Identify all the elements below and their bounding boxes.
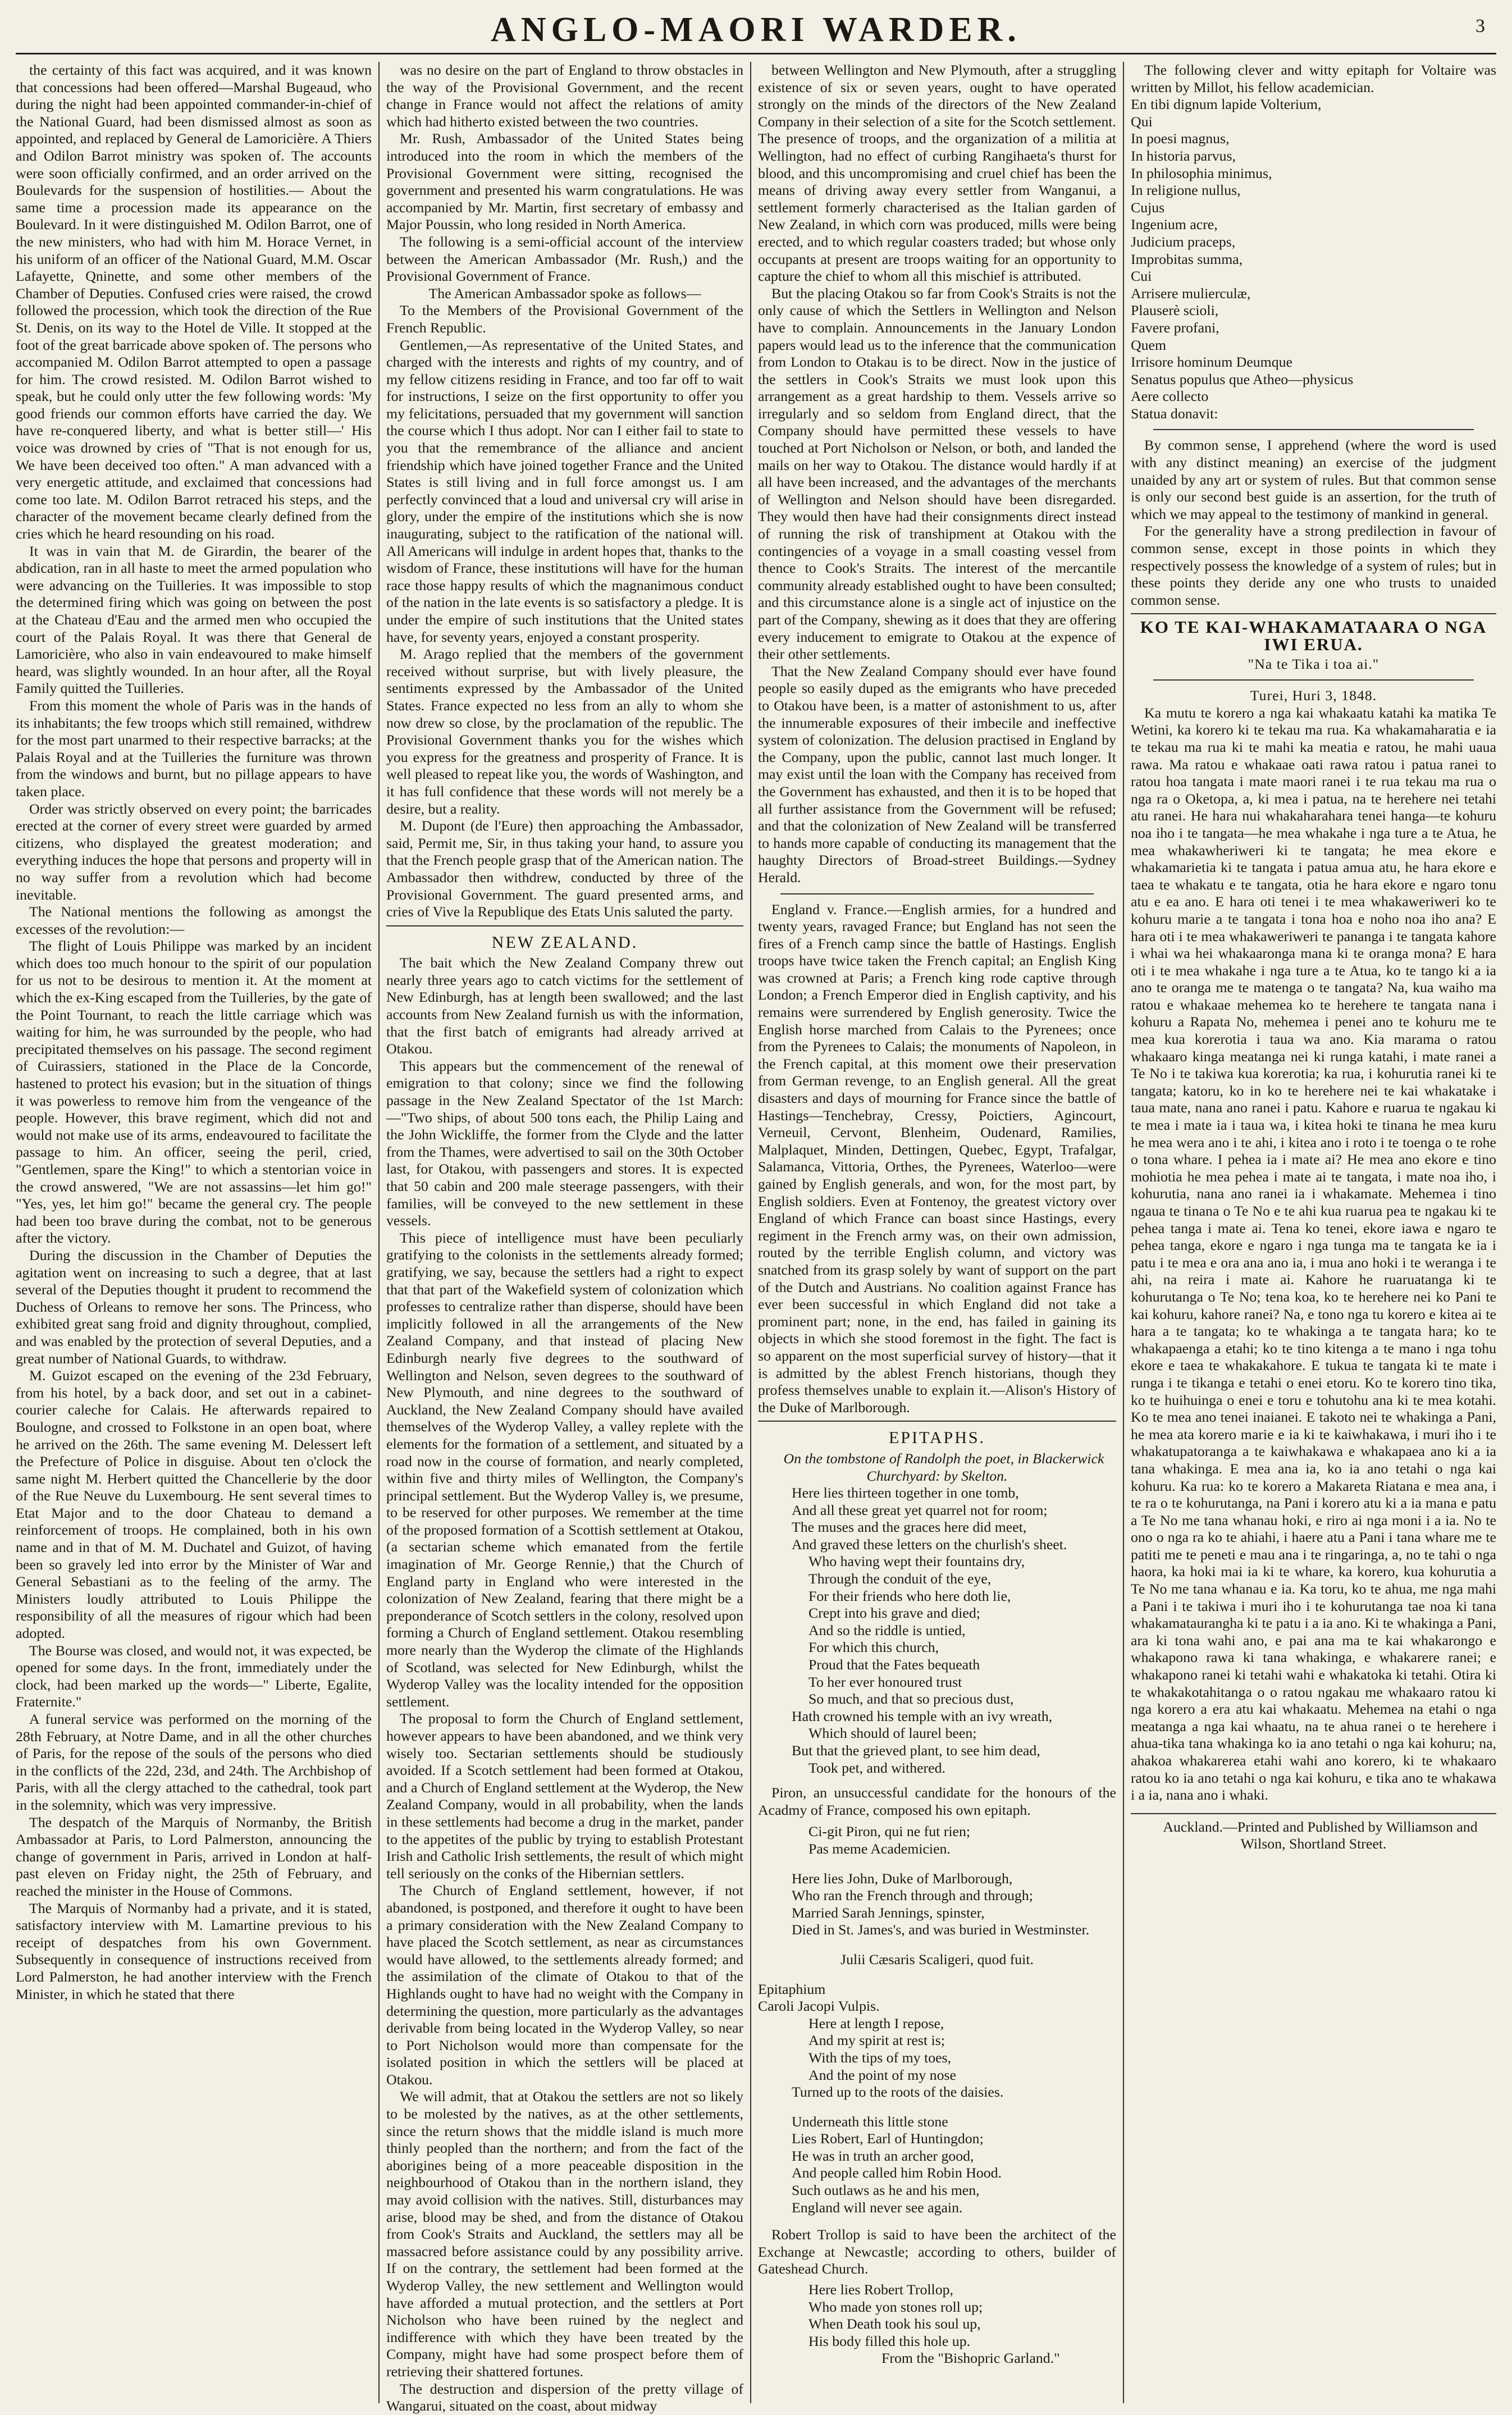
section-rule xyxy=(1131,613,1496,614)
maori-motto: "Na te Tika i toa ai." xyxy=(1248,655,1379,672)
imprint: Auckland.—Printed and Published by Williamson and Wilson, Shortland Street. xyxy=(1163,1818,1478,1852)
paragraph: The flight of Louis Philippe was marked by an incident which does too much honour to the spirit of our population for us not to be desirous to mention it. At the moment at which the ex-King escaped from the Tuilleries, by the gate of the Point Tournant, to reach the little carriage which was waiting for him, he was surrounded by the people, who had precipitated themselves on his passage. The second regiment of Cuirassiers, stationed in the Place de la Concorde, hastened to protect his evasion; but in the situation of things it was powerless to remove him from the vengeance of the people. However, this brave regiment, which did not and would not make use of its arms, endeavoured to facilitate the passage to him. An officer, seeing the peril, cried, "Gentlemen, spare the King!" to which a stentorian voice in the crowd answered, "We are not assassins—let him go!" "Yes, yes, let him go!" became the general cry. The people had been too brave during the combat, not to be generous after the victory. xyxy=(16,938,372,1247)
paragraph: That the New Zealand Company should ever have found people so easily duped as the emigrants who have preceded to Otakou have been, is a matter of astonishment to us, after the innumerable exposures of their imbecile and ineffective system of colonization. The delusion practised in England by the Company, upon the public, cannot last much longer. It may exist until the loan with the Company has received from the Government has exhausted, and then it is to be hoped that all further assistance from the Government will be refused; and that the colonization of New Zealand will be transferred to hands more capable of conducting its management that the haughty Directors of Broad-street Buildings.—Sydney Herald. xyxy=(758,663,1116,885)
poem-line: Here lies Robert Trollop, xyxy=(808,2281,953,2298)
paragraph: the certainty of this fact was acquired, and it was known that concessions had been offered—Marshal Bugeaud, who during the night had been appointed commander-in-chief of the National Guard, had been dismissed almost as soon as appointed, and replaced by General de Lamoricière. A Thiers and Odilon Barrot ministry was spoken of. The accounts were soon officially confirmed, and an order arrived on the Boulevards for the suspension of hostilities.— About the same time a procession made its appearance on the Boulevard. In it were distinguished M. Odilon Barrot, one of the new ministers, who had with him M. Horace Vernet, in his uniform of an officer of the National Guard, M.M. Oscar Lafayette, Qninette, and some other members of the Chamber of Deputies. Confused cries were raised, the crowd followed the procession, which took the direction of the Rue St. Denis, on its way to the Hotel de Ville. It stopped at the foot of the great barricade above spoken of. The persons who accompanied M. Odilon Barrot attempted to open a passage for him. The crowd resisted. M. Odilon Barrot wished to speak, but he could only utter the few following words: 'My good friends our common efforts have carried the day. We have re-conquered liberty, and what is better still—' His voice was drowned by cries of "That is not enough for us, We have been deceived too often." A man advanced with a very energetic attitude, and exclaimed that concessions had come too late. M. Odilon Barrot retraced his steps, and the character of the movement became clearly defined from the cries which he heard resounding on his road. xyxy=(16,62,372,542)
maori-section-heading: KO TE KAI-WHAKAMATAARA O NGA IWI ERUA. xyxy=(1140,617,1487,654)
poem-line: Crept into his grave and died; xyxy=(808,1605,980,1622)
newspaper-page xyxy=(16,8,1496,2414)
paragraph: The bait which the New Zealand Company threw out nearly three years ago to catch victims for the settlement of New Edinburgh, has at length been swallowed; and the last accounts from New Zealand furnish us with the information, that the first batch of emigrants had already arrived at Otakou. xyxy=(386,955,743,1057)
paragraph: This piece of intelligence must have been peculiarly gratifying to the colonists in the settlements already formed; gratifying, we say, because the settlers had a right to expect that that part of the Wakefield system of colonization which professes to centralize rather than disperse, should have been implicitly followed in all the arrangements of the New Zealand Company, and that instead of placing New Edinburgh nearly five degrees to the southward of Wellington and Nelson, seven degrees to the southward of New Plymouth, and nine degrees to the southward of Auckland, the New Zealand Company should have availed themselves of the Wyderop Valley, a valley replete with the elements for the formation of a settlement, and situated by a road now in the course of formation, and nearly completed, within five and thirty miles of Wellington, the Company's principal settlement. But the Wyderop Valley is, we presume, to be reserved for other purposes. We remember at the time of the proposed formation of a Scottish settlement at Otakou, (a sectarian scheme which emanated from the fertile imagination of Mr. George Rennie,) that the Church of England party in England who were interested in the colonization of New Zealand, fearing that there might be a preponderance of Scotch settlers in the colony, resolved upon forming a Church of England settlement. Otakou resembling more nearly than the Wyderop the climate of the Highlands of Scotland, was selected for New Edinburgh, whilst the Wyderop Valley was the locality intended for the opposition settlement. xyxy=(386,1229,743,1710)
paragraph: The following clever and witty epitaph for Voltaire was written by Millot, his fellow academician. xyxy=(1131,62,1496,95)
poem-line: Proud that the Fates bequeath xyxy=(808,1656,980,1673)
paragraph: The Marquis of Normanby had a private, and it is stated, satisfactory interview with M. Lamartine previous to his receipt of despatches from his own Government. Subsequently in consequence of instructions received from Lord Palmerston, he had another interview with the French Minister, in which he stated that there xyxy=(16,1900,372,2002)
paragraph: Gentlemen,—As representative of the United States, and charged with the interests and rights of my country, and of my fellow citizens residing in France, and too far off to wait for instructions, I seize on the first opportunity to offer you my felicitations, persuaded that my government will sanction the course which I thus adopt. Nor can I either fail to state to you that the remembrance of the alliance and ancient friendship which have joined together France and the United States is still living and in full force amongst us. I am perfectly convinced that a loud and universal cry will arise in glory, under the empire of the institutions which she is now inaugurating, subject to the ratification of the national will. All Americans will indulge in ardent hopes that, thanks to the wisdom of France, these institutions will have for the human race those happy results of which the magnanimous conduct of the nation in the late events is so satisfactory a pledge. It is under the empire of such institutions that the United states have, for seventy years, enjoyed a constant prosperity. xyxy=(386,336,743,645)
poem-line: But that the grieved plant, to see him dead, xyxy=(792,1742,1040,1759)
poem-line: Ingenium acre, xyxy=(1131,216,1218,233)
poem-line: Favere profani, xyxy=(1131,319,1219,336)
paragraph: Order was strictly observed on every point; the barricades erected at the corner of every street were guarded by armed citizens, who displayed the greatest moderation; and everything induces the hope that persons and property will in no way suffer from a revolution which had become inevitable. xyxy=(16,800,372,903)
paragraph: By common sense, I apprehend (where the word is used with any distinct meaning) an exercise of the judgment unaided by any art or system of rules. But that common sense is only our second best guide is an assertion, for the truth of which we may appeal to the testimony of mankind in general. xyxy=(1131,437,1496,522)
epitaph-source: From the "Bishopric Garland." xyxy=(881,2350,1060,2367)
masthead-rule xyxy=(16,53,1496,54)
poem-line: Here lies thirteen together in one tomb, xyxy=(792,1485,1019,1501)
poem-line: For which this church, xyxy=(808,1639,939,1656)
paragraph: The following is a semi-official account of the interview between the American Ambassador (Mr. Rush,) and the Provisional Government of France. xyxy=(386,233,743,285)
latin-epitaph xyxy=(1131,96,1496,422)
paragraph: Mr. Rush, Ambassador of the United States being introduced into the room in which the members of the Provisional Government were sitting, recognised the government and presented his warm congratulations. He was accompanied by Mr. Martin, first secretary of embassy and Major Poussin, who long resided in North America. xyxy=(386,130,743,233)
poem-line: En tibi dignum lapide Volterium, xyxy=(1131,96,1322,113)
paragraph: From this moment the whole of Paris was in the hands of its inhabitants; the few troops which still remained, withdrew for the most part unarmed to their respective barracks; at the Palais Royal and at the Tuilleries the furniture was thrown from the windows and burnt, but no pillage appears to have taken place. xyxy=(16,697,372,800)
poem-line: Judicium praceps, xyxy=(1131,233,1236,250)
paragraph: The despatch of the Marquis of Normanby, the British Ambassador at Paris, to Lord Palmerston, announcing the change of government in Paris, arrived in London at half-past eleven on Friday night, the 25th of February, and reached the minister in the House of Commons. xyxy=(16,1814,372,1899)
poem-line: Aere collecto xyxy=(1131,388,1209,405)
poem-line: Here at length I repose, xyxy=(808,2015,944,2031)
poem-line: Caroli Jacopi Vulpis. xyxy=(758,1998,880,2015)
poem-line: Qui xyxy=(1131,113,1153,130)
epitaph-title: Julii Cæsaris Scaligeri, quod fuit. xyxy=(840,1951,1034,1967)
poem-line: And graved these letters on the churlish's sheet. xyxy=(792,1536,1067,1553)
poem-line: Epitaphium xyxy=(758,1980,826,1997)
section-rule xyxy=(1153,429,1474,430)
poem-line: Improbitas summa, xyxy=(1131,250,1243,267)
poem-line: Ci-git Piron, qui ne fut rien; xyxy=(808,1823,971,1840)
paragraph: was no desire on the part of England to throw obstacles in the way of the Provisional Government, and the recent change in France would not affect the relations of amity which had hitherto existed between the two countries. xyxy=(386,62,743,130)
poem-line: Plauserè scioli, xyxy=(1131,302,1219,319)
section-heading-epitaphs: EPITAPHS. xyxy=(888,1428,986,1448)
poem-line: Statua donavit: xyxy=(1131,405,1218,422)
paragraph: This appears but the commencement of the renewal of emigration to that colony; since we find the following passage in the New Zealand Spectator of the 1st March:—"Two ships, of about 500 tons each, the Philip Laing and the John Wickliffe, the former from the Clyde and the latter from the Thames, were advertised to sail on the 30th October last, for Otakou, with passengers and stores. It is expected that 50 cabin and 200 male steerage passengers, with their families, will be conveyed to the new settlement in these vessels. xyxy=(386,1057,743,1229)
poem-line: With the tips of my toes, xyxy=(808,2049,952,2066)
poem-line: And my spirit at rest is; xyxy=(808,2032,945,2049)
section-rule xyxy=(780,893,1094,894)
section-rule xyxy=(758,1421,1116,1422)
paragraph: It was in vain that M. de Girardin, the bearer of the abdication, ran in all haste to meet the armed population who were advancing on the Tuilleries. It was impossible to stop the determined firing which was going on between the post at the Chateau d'Eau and the armed men who occupied the court of the Palais Royal. It was there that General de Lamoricière, who also in vain endeavoured to make himself heard, was slightly wounded. In an hour after, all the Royal Family quitted the Tuilleries. xyxy=(16,542,372,697)
paragraph: between Wellington and New Plymouth, after a struggling existence of six or seven years, ought to have operated strongly on the minds of the directors of the New Zealand Company in their selection of a site for the Scotch settlement. The presence of troops, and the organization of a militia at Wellington, had no effect of curbing Rangihaeta's thurst for blood, and this uncompromising and cruel chief has been the means of driving away every settler from Wanganui, a settlement formerly characterised as the Italian garden of New Zealand, in which corn was produced, mills were being erected, and to which regular coasters traded; but whose only occupants at present are troops waiting for an opportunity to capture the chief to whom all this mischief is attributed. xyxy=(758,62,1116,285)
epitaph-title: On the tombstone of Randolph the poet, in Blackerwick Churchyard: by Skelton. xyxy=(783,1450,1104,1484)
poem-line: Quem xyxy=(1131,336,1167,353)
poem-line: For their friends who here doth lie, xyxy=(808,1587,1011,1604)
page-number: 3 xyxy=(1476,16,1485,36)
poem-line: In religione nullus, xyxy=(1131,182,1241,199)
poem-line: Lies Robert, Earl of Huntingdon; xyxy=(792,2130,984,2147)
paragraph: To the Members of the Provisional Government of the French Republic. xyxy=(386,302,743,336)
poem-line: Who ran the French through and through; xyxy=(792,1887,1033,1904)
epitaph-poem xyxy=(758,2113,1116,2217)
poem-line: Arrisere mulierculæ, xyxy=(1131,285,1251,302)
poem-line: Who made yon stones roll up; xyxy=(808,2298,983,2315)
poem-line: Through the conduit of the eye, xyxy=(808,1571,992,1587)
poem-line: And people called him Robin Hood. xyxy=(792,2165,1002,2181)
epitaph-poem xyxy=(758,1870,1116,1939)
epitaph-poem xyxy=(758,1981,1116,2101)
poem-line: Took pet, and withered. xyxy=(808,1759,945,1776)
poem-line: Hath crowned his temple with an ivy wreath, xyxy=(792,1708,1053,1724)
epitaph-poem xyxy=(758,1485,1116,1777)
paragraph: During the discussion in the Chamber of Deputies the agitation went on increasing to such a degree, that at last several of the Deputies thought it prudent to recommend the Duchess of Orleans to remove her sons. The Princess, who exhibited great sang froid and dignity throughout, complied, and was enabled by the protection of several Deputies, and a great number of National Guards, to withdraw. xyxy=(16,1247,372,1367)
poem-line: Who having wept their fountains dry, xyxy=(808,1553,1025,1570)
column-3 xyxy=(758,62,1116,2403)
paragraph: M. Guizot escaped on the evening of the 23d February, from his hotel, by a back door, and set out in a cabinet-courier caleche for Calais. He afterwards repaired to Boulogne, and crossed to Folkstone in an open boat, where he arrived on the 26th. The same evening M. Delessert left the Prefecture of Police in disguise. About ten o'clock the same night M. Herbert quitted the Chancellerie by the door of the Rue Neuve du Luxembourg. He sent several times to Etat Major and to the door Chateau to demand a reinforcement of troops. He complained, both in his own name and in that of M. M. Duchatel and Guizot, of having been so gravely led into error by the Minister of War and General Sebastiani as to the feeling of the army. The Ministers loudly attributed to Louis Philippe the responsibility of all the measures of rigour which had been adopted. xyxy=(16,1367,372,1642)
poem-line: When Death took his soul up, xyxy=(808,2316,981,2332)
poem-line: And all these great yet quarrel not for room; xyxy=(792,1501,1048,1518)
paragraph: England v. France.—English armies, for a hundred and twenty years, ravaged France; but England has not seen the fires of a French camp since the battle of Hastings. English troops have twice taken the French capital; an English King was crowned at Paris; a French king rode captive through London; a French Emperor died in English captivity, and his remains were surrendered by English generosity. Twice the English horse marched from Calais to the Pyrenees; once from the Pyrenees to Calais; the monuments of Napoleon, in the French capital, at this moment owe their preservation from German revenge, to an English general. All the great disasters and days of mourning for France since the battle of Hastings—Tenchebray, Cressy, Poictiers, Agincourt, Verneuil, Cervont, Blenheim, Oudenard, Ramilies, Malplaquet, Minden, Dettingen, Quebec, Egypt, Trafalgar, Salamanca, Vittoria, Orthes, the Pyrenees, Waterloo—were gained by English generals, and won, for the most part, by English soldiers. Even at Fontenoy, the greatest victory over England of which France can boast since Hastings, every regiment in the French army was, on their own admission, routed by the terrible English column, and victory was snatched from its grasp solely by want of support on the part of the Dutch and Austrians. No coalition against France has ever been successful in which England did not take a prominent part; none, in the end, has failed in gaining its objects in which she stood foremost in the fight. The fact is so apparent on the most superficial survey of history—that it is admitted by the ablest French historians, though they profess themselves unable to explain it.—Alison's History of the Duke of Marlborough. xyxy=(758,901,1116,1416)
paragraph: A funeral service was performed on the morning of the 28th February, at Notre Dame, and in all the other churches of Paris, for the repose of the souls of the persons who died in the conflicts of the 22d, 23d, and 24th. The Archbishop of Paris, with all the clergy attached to the cathedral, took part in the solemnity, which was very impressive. xyxy=(16,1711,372,1813)
section-rule xyxy=(386,925,743,926)
paragraph: Piron, an unsuccessful candidate for the honours of the Acadmy of France, composed his own epitaph. xyxy=(758,1784,1116,1818)
poem-line: His body filled this hole up. xyxy=(808,2332,971,2349)
section-rule xyxy=(1153,679,1474,681)
poem-line: He was in truth an archer good, xyxy=(792,2147,974,2164)
masthead xyxy=(16,8,1496,56)
poem-line: In poesi magnus, xyxy=(1131,130,1230,147)
poem-line: And the point of my nose xyxy=(808,2066,956,2083)
poem-line: Such outlaws as he and his men, xyxy=(792,2182,980,2199)
poem-line: So much, and that so precious dust, xyxy=(808,1691,1014,1708)
column-divider xyxy=(378,62,380,2403)
paragraph: The Church of England settlement, however, if not abandoned, is postponed, and therefore it ought to have been a primary consideration with the New Zealand Company to have placed the Scotch settlement, as near as circumstances would have allowed, to the settlements already formed; and the assimilation of the climate of Otakou to that of the Highlands ought to have had no weight with the Company in determining the question, more particularly as the advantages derivable from being located in the Wyderop Valley, so near to Port Nicholson would more than compensate for the isolated position in which the settlers will be placed at Otakou. xyxy=(386,1882,743,2088)
column-divider xyxy=(1123,62,1124,2403)
poem-line: Pas meme Academicien. xyxy=(808,1840,951,1857)
paragraph: Ka mutu te korero a nga kai whakaatu katahi ka matika Te Wetini, ka korero ki te tekau ma rua. Ka whakamaharatia e ia te tekau ma rua ki te mahi ka meatia e ratou, he mahi uaua rawa. Ma ratou e whakaae oati rawa ratou i patua ranei to ratou hoa tangata i mate maori ranei i te rua tekau ma rua o nga ra o Oketopa, a, ki mea i patua, na te herehere nei tetahi atu ranei. He hara nui whakaharahara tenei hanga—te kohuru noa iho i te tangata—he mea whakahe i nga ture a te Atua, he mea whakawheriweri ki te tangata; he mea ekore e whakamarietia ki te tangata i patua amua atu, he hara ekore e taea te whakatu e te tangata, otia he hara ekore e ngaro tonu atu e ea ano. E hara oti tenei i te mea whakaweriweri ko te kohuru marie a te tangata i tona hoa e noho noa iho ana? E hara oti i te mea whakaweriweri te pananga i te tangata kahore i whai wa hei whakaaronga mana ki te oranga mona? E hara oti i te mea whakahe i nga ture a te Atua, ko te tango ki a ia ano te oranga me te matenga o te tangata? Na, kua waiho ma ratou e whakaae mehemea ko te herehere te tangata nana i kohuru a Rapata No, mehemea i penei ano te kohuru me te mea kua korerotia i taua wa ano. Kia marama o ratou whakaaro kinga meatanga nei ki runga katahi, i mate ranei a Te No i te takiwa kua korerotia; ka rua, i kohurutia ranei ki te tangata; katoru, ko in ko te herehere nei te kai whakatake i taua mate, nana ano ranei i patu. Kahore e ruarua te ngakau ki te mea i mate ia i taua wa, i kitea hoki te tinana he mea kuru he mea wera ano i te ahi, i kitea ano i roto i te toenga o te rohe o tona whare. I pehea ia i mate ai? He mea ano ekore e tino mohiotia he mea pehea i mate ai te tangata, i mate noa iho, i kohurutia, nana ano ranei ia i whakamate. Mehemea i tino ngaua te tinana o Te No e te ahi kua ruarua pea te ngakau ki te pehea tanga i mate ai. Tena ko tenei, ekore iawa e ngaro te pehea tanga, ekore e ngaro i nga tunga ma te tangata ke ia i patu i te mea e ora ana ano ia, i mua ano hoki i te weranga i te ahi, na reira i mate ai. Kahore he ruaruatanga ki te kohurutanga o Te No; tena koa, ko te herehere nei ko Pani te kai kohuru, kahore ranei? Na, e tono nga tu korero e kitea ai te hara a te tangata; ko te whakinga a te tangata hara; ko te whakapaenga a etahi; ko te tino kitenga a te mano i nga tohu ekore e taea te whakakahore. E tukua te tangata ki te mate i runga i te tikanga e tetahi o enei etoru. Ko te korero tino tika, ko te huihuinga o enei e toru e tohutohu ana ki te mea kotahi. Ko te mea ano tenei inaianei. E takoto nei te whakinga a Pani, he mea ata korero marie e ia ki te kaiwhakawa, i muri iho i te whakatupatoranga a te kaiwhakawa e whakapaea ano ki a ia tana whakinga. E mea ana ia, ko ia ano tetahi o nga kai kohuru. Ka rua: ko te korero a Makareta Riatana e mea ana, i te ra o te kohurutanga, na Pani i korero atu ki a ia mana e patu a Te No me tana whanau hoki, e riro ai nga moni i a ia. No te ono o nga ra ko te ahiahi, i haere atu a Pani i tana whare me te patiti me te peneti e mau ana i te ringaringa, a, no te tahi o nga haora, ka hoki mai ia ki te whare, ka korero, kua kohurutia a Te No me tana whanau e ia. Ka toru, ko te ahua, me nga mahi a Pani i te takiwa i muri iho i te kohurutanga tae noa ki tana whakamataurangha ki te patu i a ia ano. Ki te whakinga a Pani, ara ki tona wahi ano, e pai ana ma te kai whakarongo e whakapono rawa ki tana whakinga, e whakarere ranei; e whakapono ranei ki tetahi wahi e whakatoka ki tetahi. Otira ki te whakakotahitanga o o ratou ngakau me whakaaro ratou ki nga korero a era atu kai whakaatu. Mehemea na etahi o nga meatanga a nga kai whaatu, na te ahua ranei o te herehere i ahua-tika tana whakinga ko ia ano tetahi o nga kai kohuru; na, ahakoa whakarerea etahi wahi ano korero, ki te whakaaro ratou ko ia ano tetahi o nga kai kohuru, e tika ano te whakawa i a ia, nana ano i whaki. xyxy=(1131,704,1496,1804)
column-divider xyxy=(750,62,751,2403)
poem-line: And so the riddle is untied, xyxy=(808,1622,966,1638)
poem-line: To her ever honoured trust xyxy=(808,1673,962,1690)
paragraph: The destruction and dispersion of the pretty village of Wangarui, situated on the coast, about midway xyxy=(386,2380,743,2414)
poem-line: Here lies John, Duke of Marlborough, xyxy=(792,1870,1013,1887)
paragraph: M. Dupont (de l'Eure) then approaching the Ambassador, said, Permit me, Sir, in thus taking your hand, to assure you that the French people grasp that of the American nation. The Ambassador then withdrew, conducted by three of the Provisional Government. The guard presented arms, and cries of Vive la Republique des Etats Unis saluted the party. xyxy=(386,818,743,920)
poem-line: Irrisore hominum Deumque xyxy=(1131,354,1292,371)
column-1 xyxy=(16,62,372,2403)
poem-line: Which should of laurel been; xyxy=(808,1725,977,1742)
paragraph: The proposal to form the Church of England settlement, however appears to have been abandoned, and we think very wisely too. Sectarian settlements should be studiously avoided. If a Scotch settlement had been formed at Otakou, and a Church of England settlement at the Wyderop, the New Zealand Company, would in all probability, when the lands in these settlements had become a drug in the market, pander to the appetites of the public by trying to establish Protestant Irish and Catholic Irish settlements, the result of which might tell seriously on the conks of the Hibernian settlers. xyxy=(386,1710,743,1882)
poem-line: In philosophia minimus, xyxy=(1131,165,1272,181)
epitaph-poem xyxy=(758,2281,1116,2367)
poem-line: Cui xyxy=(1131,268,1152,285)
poem-line: In historia parvus, xyxy=(1131,147,1236,164)
poem-line: Married Sarah Jennings, spinster, xyxy=(792,1904,985,1921)
section-heading-new-zealand: NEW ZEALAND. xyxy=(491,933,638,952)
paragraph: The National mentions the following as amongst the excesses of the revolution:— xyxy=(16,903,372,937)
poem-line: Senatus populus que Atheo—physicus xyxy=(1131,371,1354,387)
poem-line: The muses and the graces here did meet, xyxy=(792,1519,1027,1536)
poem-line: Died in St. James's, and was buried in Westminster. xyxy=(792,1921,1090,1938)
newspaper-title: ANGLO-MAORI WARDER. xyxy=(491,11,1021,49)
paragraph: Robert Trollop is said to have been the architect of the Exchange at Newcastle; according to others, builder of Gateshead Church. xyxy=(758,2226,1116,2277)
column-4 xyxy=(1131,62,1496,2403)
paragraph: The American Ambassador spoke as follows— xyxy=(428,285,701,302)
section-rule xyxy=(1131,1813,1496,1814)
paragraph: We will admit, that at Otakou the settlers are not so likely to be molested by the natives, as at the other settlements, since the return shows that the middle island is much more thinly peopled than the northern; and from the fact of the aborigines being of a more peaceable disposition in the neighbourhood of Otakou than in the northern island, they may avoid collision with the natives. Still, disturbances may arise, blood may be shed, and from the distance of Otakou from Cook's Straits and Auckland, the settlers may all be massacred before assistance could by any possibility arrive. If on the contrary, the settlement had been formed at the Wyderop Valley, the new settlement and Wellington would have afforded a mutual protection, and the settlers at Port Nicholson who have been ruined by the neglect and indifference with which they have been treated by the Company, might have had some prospect before them of retrieving their shattered fortunes. xyxy=(386,2088,743,2380)
paragraph: The Bourse was closed, and would not, it was expected, be opened for some days. In the front, immediately under the clock, had been marked up the words—" Liberte, Egalite, Fraternite." xyxy=(16,1642,372,1710)
maori-dateline: Turei, Huri 3, 1848. xyxy=(1250,687,1377,704)
paragraph: M. Arago replied that the members of the government received without surprise, but with lively pleasure, the sentiments expressed by the Ambassador of the United States. France expected no less from an ally to whom she now drew so close, by the proclamation of the republic. The Provisional Government thanks you for the wishes which you express for the greatness and prosperity of France. It is well pleased to repeat like you, the words of Washington, and it has full confidence that these words will not merely be a desire, but a reality. xyxy=(386,646,743,817)
poem-line: Turned up to the roots of the daisies. xyxy=(792,2084,1004,2101)
column-2 xyxy=(386,62,743,2414)
paragraph: For the generality have a strong predilection in favour of common sense, except in those points in which they respectively possess the knowledge of a system of rules; but in these points they deride any one who trusts to unaided common sense. xyxy=(1131,523,1496,608)
paragraph: But the placing Otakou so far from Cook's Straits is not the only cause of which the Settlers in Wellington and Nelson have to complain. Announcements in the January London papers would lead us to the inference that the communication from London to Otakau is to be direct. Now in the justice of the settlers in Cook's Straits we must look upon this arrangement as a great hardship to them. Vessels arrive so irregularly and so seldom from England direct, that the Company should have permitted these vessels to have touched at Port Nicholson or Nelson, or both, and landed the mails on her way to Otakou. The distance would hardly if at all have been increased, and the advantages of the merchants of Wellington and Nelson should have been disregarded. They would then have had their consignments direct instead of running the risk of transhipment at Otakou with the contingencies of a voyage in a small coasting vessel from thence to Cook's Straits. The interest of the mercantile community already established ought to have been consulted; and this circumstance alone is a single act of injustice on the part of the Company, shewing as it does that they are offering every inducement to emigrate to Otakou at the expence of their other settlements. xyxy=(758,285,1116,663)
poem-line: England will never see again. xyxy=(792,2199,963,2216)
poem-line: Underneath this little stone xyxy=(792,2113,948,2130)
poem-line: Cujus xyxy=(1131,199,1165,216)
epitaph-poem xyxy=(758,1823,1116,1857)
